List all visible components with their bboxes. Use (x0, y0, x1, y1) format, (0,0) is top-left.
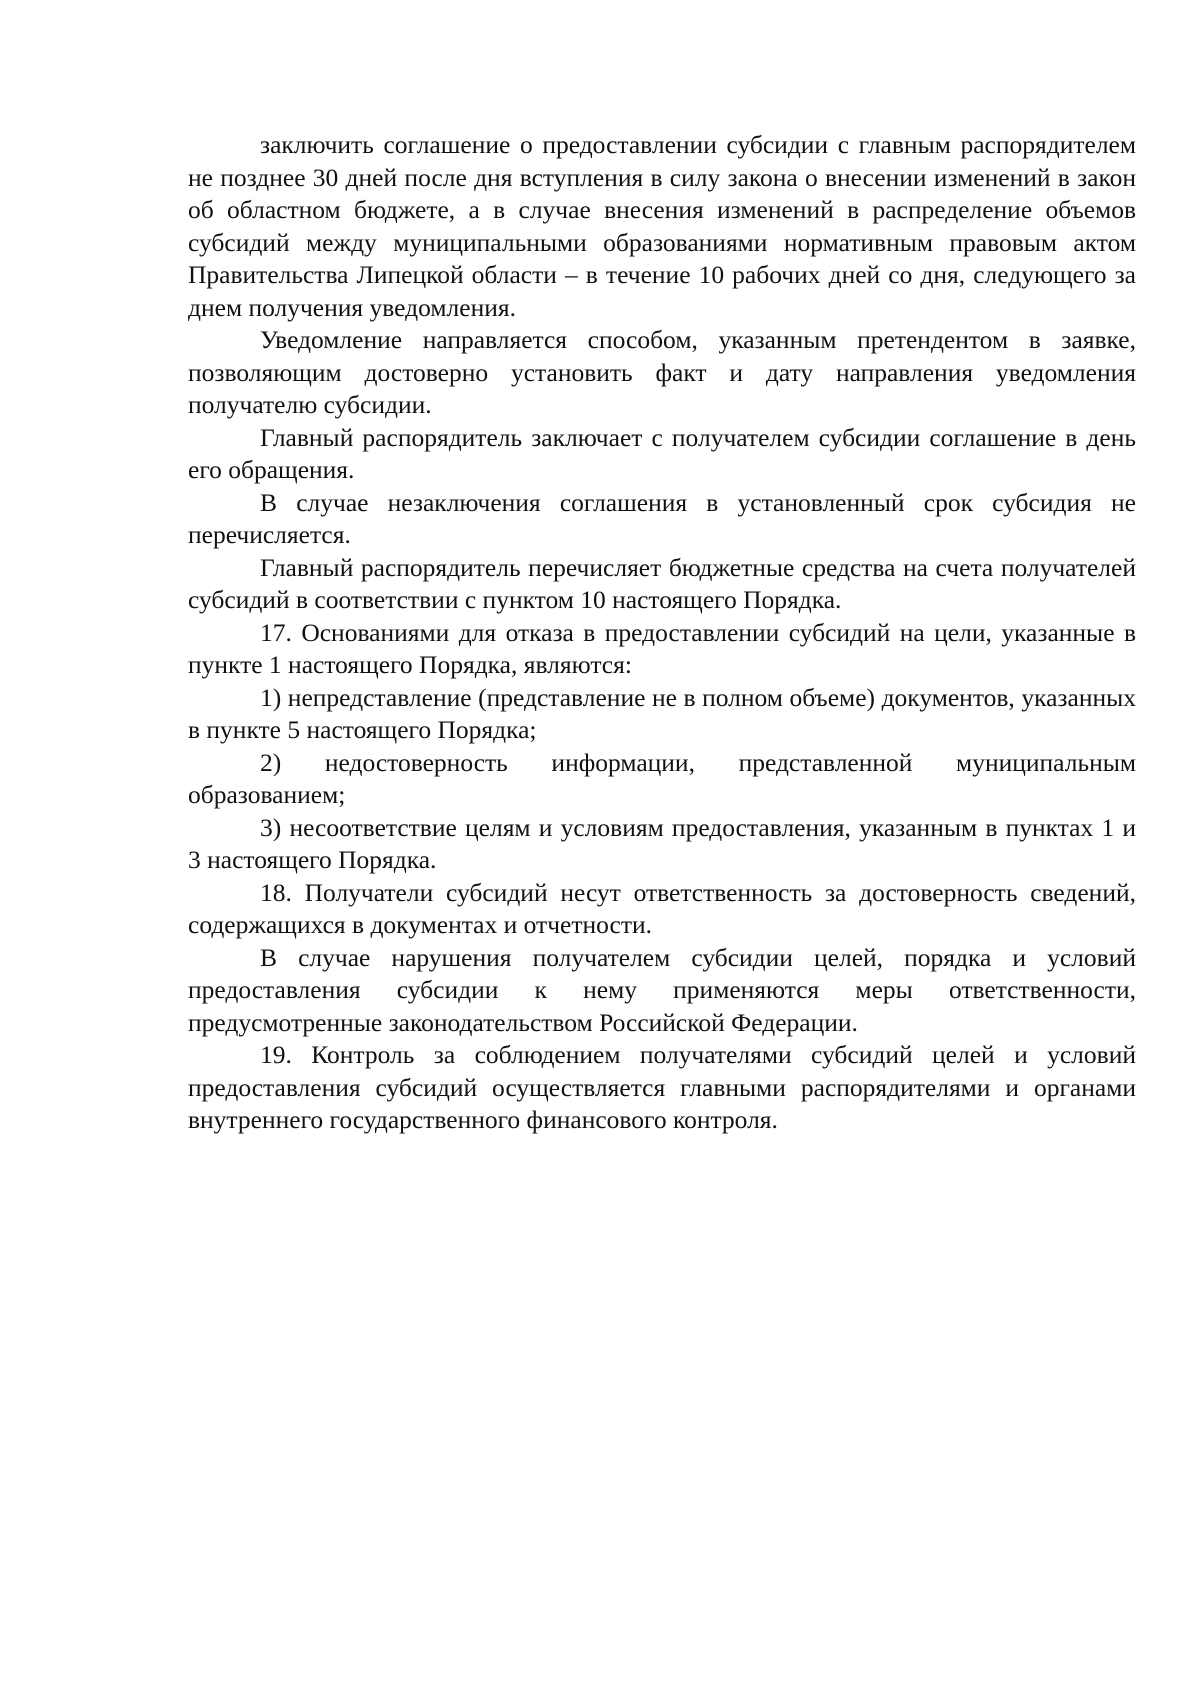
paragraph-item-17-2: 2) недостоверность информации, представленной муниципальным образованием; (188, 747, 1136, 809)
paragraph-item-17-1: 1) непредставление (представление не в полном объеме) документов, указанных в пункте 5 настоящего Порядка; (188, 682, 1136, 744)
paragraph-item-17-3: 3) несоответствие целям и условиям предоставления, указанным в пунктах 1 и 3 настоящего Порядка. (188, 812, 1136, 874)
paragraph-violation-liability: В случае нарушения получателем субсидии целей, порядка и условий предоставления субсидии к нему применяются меры ответственности, предусмотренные законодательством Российской Федерации. (188, 942, 1136, 1037)
paragraph-item-17: 17. Основаниями для отказа в предоставлении субсидий на цели, указанные в пункте 1 настоящего Порядка, являются: (188, 617, 1136, 679)
paragraph-item-19: 19. Контроль за соблюдением получателями субсидий целей и условий предоставления субсидий осуществляется главными распорядителями и органами внутреннего государственного финансового контроля. (188, 1040, 1136, 1134)
paragraph-notification-method: Уведомление направляется способом, указанным претендентом в заявке, позволяющим достоверно установить факт и дату направления уведомления получателю субсидии. (188, 325, 1136, 419)
document-body (188, 129, 1136, 1137)
paragraph-agreement-signing: Главный распорядитель заключает с получателем субсидии соглашение в день его обращения. (188, 422, 1136, 484)
paragraph-item-18: 18. Получатели субсидий несут ответственность за достоверность сведений, содержащихся в документах и отчетности. (188, 877, 1136, 939)
paragraph-no-agreement: В случае незаключения соглашения в установленный срок субсидия не перечисляется. (188, 487, 1136, 549)
paragraph-funds-transfer: Главный распорядитель перечисляет бюджетные средства на счета получателей субсидий в соответствии с пунктом 10 настоящего Порядка. (188, 552, 1136, 614)
paragraph-agreement-deadline: заключить соглашение о предоставлении субсидии с главным распорядителем не позднее 30 дней после дня вступления в силу закона о внесении изменений в закон об областном бюджете, а в случае внесения изменений в распределение объемов субсидий между муниципальными образованиями нормативным правовым актом Правительства Липецкой области – в течение 10 рабочих дней со дня, следующего за днем получения уведомления. (188, 130, 1136, 322)
